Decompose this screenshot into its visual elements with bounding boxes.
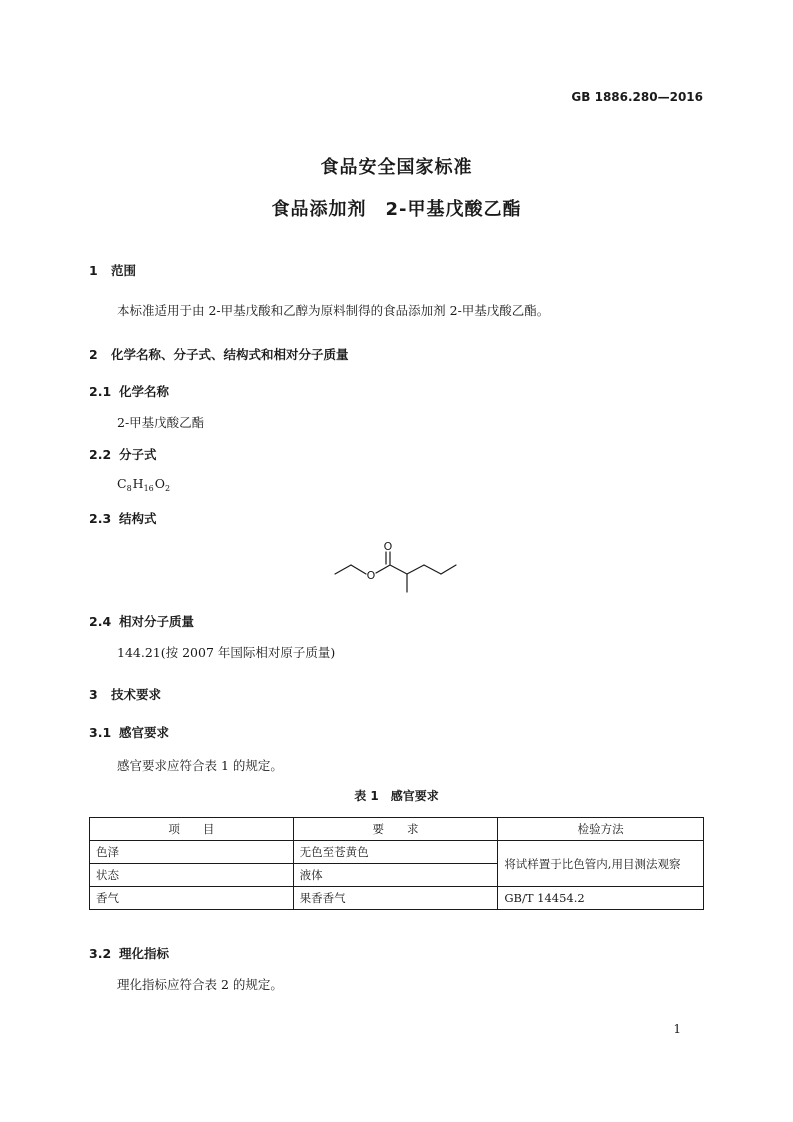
table-cell: 将试样置于比色管内,用目测法观察 bbox=[498, 841, 704, 887]
bond bbox=[424, 565, 441, 574]
bond bbox=[407, 565, 424, 574]
structural-formula bbox=[333, 538, 463, 598]
section-title: 分子式 bbox=[119, 447, 157, 462]
section-3-heading bbox=[89, 685, 161, 703]
table-cell: 香气 bbox=[90, 887, 294, 910]
table-cell: 液体 bbox=[293, 864, 498, 887]
chemical-name: 2-甲基戊酸乙酯 bbox=[117, 415, 205, 430]
section-number: 2.3 bbox=[89, 511, 112, 526]
table-cell: 色泽 bbox=[90, 841, 294, 864]
section-2-heading bbox=[89, 345, 349, 363]
section-number: 3.1 bbox=[89, 725, 112, 740]
bond bbox=[376, 565, 390, 573]
section-title: 化学名称 bbox=[119, 384, 170, 399]
section-title: 相对分子质量 bbox=[119, 614, 195, 629]
section-title: 结构式 bbox=[119, 511, 157, 526]
table-cell: 果香香气 bbox=[293, 887, 498, 910]
page-number: 1 bbox=[673, 1022, 681, 1036]
document-title: 食品安全国家标准 bbox=[320, 157, 473, 178]
section-1-heading bbox=[89, 261, 136, 279]
section-number: 1 bbox=[89, 263, 98, 278]
section-2-4-heading bbox=[89, 612, 194, 630]
table-cell: GB/T 14454.2 bbox=[498, 887, 704, 910]
bond bbox=[351, 565, 366, 574]
section-3-1-heading bbox=[89, 723, 169, 741]
section-3-2-heading bbox=[89, 944, 169, 962]
section-number: 2 bbox=[89, 347, 98, 362]
table-cell: 无色至苍黄色 bbox=[293, 841, 498, 864]
section-1-text: 本标准适用于由 2-甲基戊酸和乙醇为原料制得的食品添加剂 2-甲基戊酸乙酯。 bbox=[117, 303, 550, 318]
column-header: 要 求 bbox=[293, 818, 498, 841]
section-title: 理化指标 bbox=[119, 946, 170, 961]
section-2-3-heading bbox=[89, 509, 157, 527]
section-number: 2.1 bbox=[89, 384, 112, 399]
section-number: 2.4 bbox=[89, 614, 112, 629]
table-row bbox=[90, 841, 704, 864]
section-title: 范围 bbox=[111, 263, 137, 278]
sensory-requirements-table bbox=[89, 817, 704, 910]
section-number: 2.2 bbox=[89, 447, 112, 462]
table-cell: 状态 bbox=[90, 864, 294, 887]
section-3-1-text: 感官要求应符合表 1 的规定。 bbox=[117, 758, 283, 773]
section-title: 技术要求 bbox=[111, 687, 162, 702]
section-3-2-text: 理化指标应符合表 2 的规定。 bbox=[117, 977, 283, 992]
section-number: 3 bbox=[89, 687, 98, 702]
table-header-row bbox=[90, 818, 704, 841]
section-2-1-heading bbox=[89, 382, 169, 400]
bond bbox=[335, 565, 351, 574]
molecular-formula: $C_8H_{16}O_2$ bbox=[117, 476, 171, 493]
atom-label: O bbox=[366, 569, 376, 582]
atom-label: O bbox=[383, 540, 393, 553]
bond bbox=[390, 565, 407, 574]
column-header: 检验方法 bbox=[498, 818, 704, 841]
table-caption: 表 1 感官要求 bbox=[354, 789, 439, 803]
bond bbox=[441, 565, 456, 574]
table-row bbox=[90, 887, 704, 910]
column-header: 项 目 bbox=[90, 818, 294, 841]
section-title: 感官要求 bbox=[119, 725, 170, 740]
section-title: 化学名称、分子式、结构式和相对分子质量 bbox=[111, 347, 349, 362]
section-number: 3.2 bbox=[89, 946, 112, 961]
document-subtitle: 食品添加剂 2-甲基戊酸乙酯 bbox=[271, 199, 522, 220]
molecular-mass: 144.21(按 2007 年国际相对原子质量) bbox=[117, 645, 336, 660]
section-2-2-heading bbox=[89, 445, 157, 463]
standard-code: GB 1886.280—2016 bbox=[571, 90, 703, 104]
